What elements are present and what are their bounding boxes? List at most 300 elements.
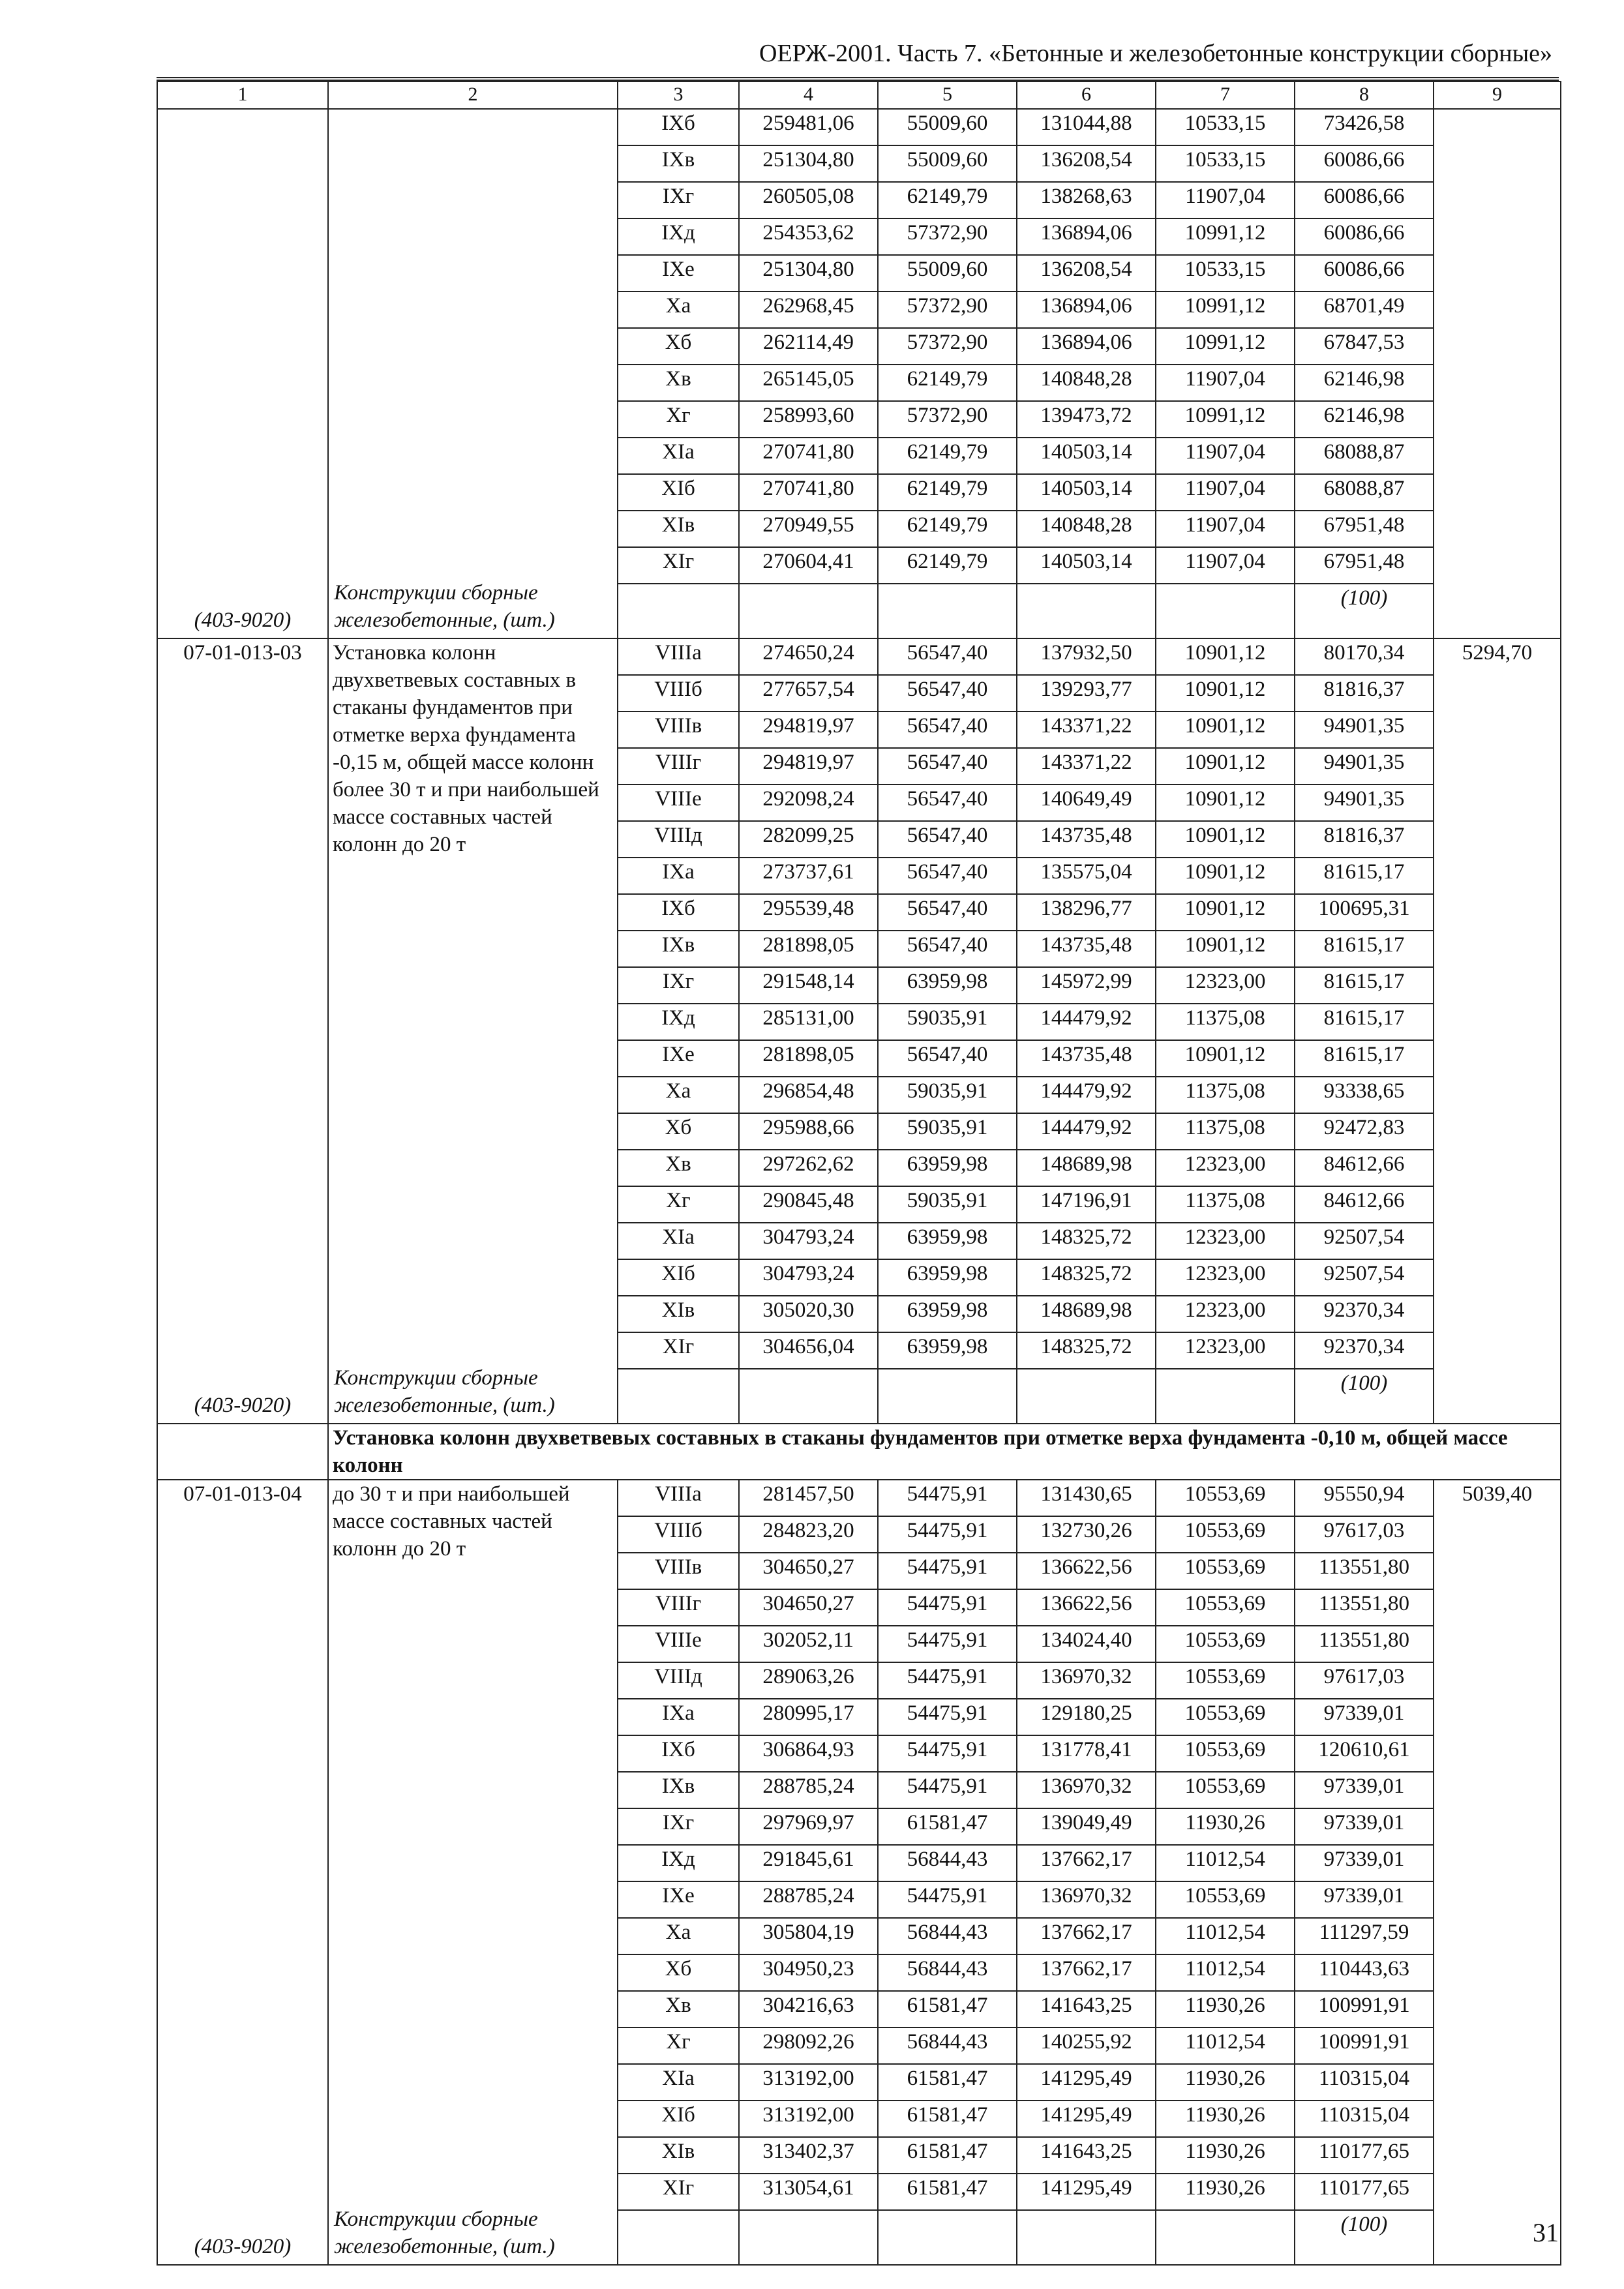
- labor-cost: 59035,91: [878, 1077, 1017, 1113]
- machine-cost: 144479,92: [1017, 1113, 1156, 1150]
- zone-label: VIIIа: [618, 1480, 739, 1516]
- labor-cost: 56844,43: [878, 2027, 1017, 2064]
- zone-label: XIа: [618, 2064, 739, 2101]
- machine-cost: 147196,91: [1017, 1186, 1156, 1223]
- zone-label: Xв: [618, 1150, 739, 1186]
- column-number: 7: [1156, 82, 1295, 109]
- machine-cost: 141643,25: [1017, 2137, 1156, 2174]
- total-cost: 313192,00: [739, 2101, 878, 2137]
- resource-code: (403-9020): [194, 1394, 292, 1417]
- column-number: 5: [878, 82, 1017, 109]
- material-cost: 67951,48: [1295, 547, 1434, 584]
- total-cost: 288785,24: [739, 1881, 878, 1918]
- material-cost: 92472,83: [1295, 1113, 1434, 1150]
- rate-description-cell: [328, 1480, 618, 2265]
- zone-label: VIIIе: [618, 1626, 739, 1662]
- machinist-labor-cost: 12323,00: [1156, 1332, 1295, 1369]
- total-cost: 251304,80: [739, 255, 878, 292]
- machine-cost: 144479,92: [1017, 1004, 1156, 1040]
- labor-cost: 54475,91: [878, 1881, 1017, 1918]
- total-cost: 295539,48: [739, 894, 878, 931]
- total-cost: 284823,20: [739, 1516, 878, 1553]
- machinist-labor-cost: 10553,69: [1156, 1626, 1295, 1662]
- machine-cost: 136622,56: [1017, 1553, 1156, 1589]
- labor-cost: 57372,90: [878, 401, 1017, 438]
- material-cost: 94901,35: [1295, 748, 1434, 785]
- zone-label: VIIIа: [618, 638, 739, 675]
- column-number: 8: [1295, 82, 1434, 109]
- total-cost: 277657,54: [739, 675, 878, 711]
- zone-label: VIIIв: [618, 1553, 739, 1589]
- machinist-labor-cost: 12323,00: [1156, 967, 1295, 1004]
- labor-cost: 59035,91: [878, 1186, 1017, 1223]
- material-cost: 94901,35: [1295, 711, 1434, 748]
- material-cost: 81816,37: [1295, 821, 1434, 858]
- total-cost: 297969,97: [739, 1808, 878, 1845]
- material-cost: 120610,61: [1295, 1735, 1434, 1772]
- total-cost: 292098,24: [739, 785, 878, 821]
- material-cost: 81615,17: [1295, 1004, 1434, 1040]
- machine-cost: 140503,14: [1017, 438, 1156, 474]
- machine-cost: 143371,22: [1017, 748, 1156, 785]
- machinist-labor-cost: 10533,15: [1156, 145, 1295, 182]
- machinist-labor-cost: 10991,12: [1156, 292, 1295, 328]
- total-cost: 258993,60: [739, 401, 878, 438]
- zone-label: Xв: [618, 365, 739, 401]
- total-cost: 313402,37: [739, 2137, 878, 2174]
- machinist-labor-cost: 11907,04: [1156, 474, 1295, 511]
- zone-label: IXв: [618, 1772, 739, 1808]
- machine-cost: 135575,04: [1017, 858, 1156, 894]
- machinist-labor-cost: 11907,04: [1156, 547, 1295, 584]
- machinist-labor-cost: 10553,69: [1156, 1699, 1295, 1735]
- labor-cost: 56547,40: [878, 931, 1017, 967]
- machine-cost: 137932,50: [1017, 638, 1156, 675]
- labor-cost: 62149,79: [878, 474, 1017, 511]
- total-cost: 304216,63: [739, 1991, 878, 2027]
- labor-cost: 63959,98: [878, 1223, 1017, 1259]
- labor-cost: 63959,98: [878, 1259, 1017, 1296]
- rate-code-cell: [157, 1480, 328, 2265]
- machinist-labor-cost: 11012,54: [1156, 1954, 1295, 1991]
- zone-label: IXа: [618, 858, 739, 894]
- zone-label: XIг: [618, 547, 739, 584]
- empty-cell: [1017, 2210, 1156, 2265]
- empty-cell: [618, 1369, 739, 1424]
- labor-cost: 56547,40: [878, 1040, 1017, 1077]
- machine-cost: 140649,49: [1017, 785, 1156, 821]
- zone-label: VIIIе: [618, 785, 739, 821]
- material-cost: 97339,01: [1295, 1808, 1434, 1845]
- zone-label: Xв: [618, 1991, 739, 2027]
- page-header: [157, 38, 1559, 81]
- zone-label: Xг: [618, 2027, 739, 2064]
- material-cost: 92507,54: [1295, 1223, 1434, 1259]
- resource-code: (403-9020): [194, 2235, 292, 2258]
- material-cost: 97339,01: [1295, 1845, 1434, 1881]
- material-cost: 113551,80: [1295, 1589, 1434, 1626]
- machine-cost: 136894,06: [1017, 328, 1156, 365]
- empty-cell: [878, 2210, 1017, 2265]
- machine-cost: 143735,48: [1017, 931, 1156, 967]
- material-cost: 81615,17: [1295, 858, 1434, 894]
- machine-cost: 143735,48: [1017, 1040, 1156, 1077]
- machinist-labor-cost: 11012,54: [1156, 1845, 1295, 1881]
- zone-label: IXе: [618, 255, 739, 292]
- material-cost: 100991,91: [1295, 1991, 1434, 2027]
- machinist-labor-cost: 10533,15: [1156, 109, 1295, 145]
- zone-label: IXд: [618, 1845, 739, 1881]
- machinist-labor-cost: 11375,08: [1156, 1004, 1295, 1040]
- machine-cost: 136894,06: [1017, 218, 1156, 255]
- labor-hours-cell: 5039,40: [1434, 1480, 1561, 2265]
- machinist-labor-cost: 11375,08: [1156, 1113, 1295, 1150]
- labor-hours-cell: [1434, 109, 1561, 638]
- rate-description: до 30 т и при наибольшей массе составных частей колонн до 20 т: [333, 1482, 570, 1561]
- total-cost: 304793,24: [739, 1223, 878, 1259]
- total-cost: 270741,80: [739, 438, 878, 474]
- total-cost: 305020,30: [739, 1296, 878, 1332]
- labor-cost: 56547,40: [878, 711, 1017, 748]
- machine-cost: 139473,72: [1017, 401, 1156, 438]
- machine-cost: 143735,48: [1017, 821, 1156, 858]
- total-cost: 260505,08: [739, 182, 878, 218]
- machine-cost: 140503,14: [1017, 474, 1156, 511]
- rate-description-cell: [328, 638, 618, 1424]
- machinist-labor-cost: 10901,12: [1156, 785, 1295, 821]
- zone-label: VIIIб: [618, 675, 739, 711]
- material-cost: 110177,65: [1295, 2137, 1434, 2174]
- zone-label: IXд: [618, 218, 739, 255]
- material-cost: 97617,03: [1295, 1662, 1434, 1699]
- machinist-labor-cost: 10553,69: [1156, 1735, 1295, 1772]
- material-cost: 100695,31: [1295, 894, 1434, 931]
- zone-label: IXб: [618, 109, 739, 145]
- material-cost: 110315,04: [1295, 2064, 1434, 2101]
- machine-cost: 145972,99: [1017, 967, 1156, 1004]
- resource-description: Конструкции сборные железобетонные, (шт.): [334, 581, 555, 632]
- machinist-labor-cost: 11907,04: [1156, 365, 1295, 401]
- material-cost: 67951,48: [1295, 511, 1434, 547]
- rate-code: 07-01-013-03: [183, 641, 302, 665]
- machinist-labor-cost: 10553,69: [1156, 1516, 1295, 1553]
- column-number: 1: [157, 82, 328, 109]
- total-cost: 262114,49: [739, 328, 878, 365]
- zone-label: VIIIб: [618, 1516, 739, 1553]
- machinist-labor-cost: 11012,54: [1156, 1918, 1295, 1954]
- zone-label: Xб: [618, 1113, 739, 1150]
- machinist-labor-cost: 12323,00: [1156, 1150, 1295, 1186]
- empty-cell: [739, 2210, 878, 2265]
- zone-label: IXа: [618, 1699, 739, 1735]
- material-cost: 68088,87: [1295, 474, 1434, 511]
- total-cost: 313054,61: [739, 2174, 878, 2210]
- labor-cost: 54475,91: [878, 1589, 1017, 1626]
- resource-quantity: (100): [1295, 1369, 1434, 1424]
- material-cost: 68088,87: [1295, 438, 1434, 474]
- material-cost: 73426,58: [1295, 109, 1434, 145]
- zone-label: VIIIд: [618, 1662, 739, 1699]
- machine-cost: 136970,32: [1017, 1662, 1156, 1699]
- machine-cost: 148325,72: [1017, 1259, 1156, 1296]
- total-cost: 270741,80: [739, 474, 878, 511]
- material-cost: 94901,35: [1295, 785, 1434, 821]
- machine-cost: 138268,63: [1017, 182, 1156, 218]
- total-cost: 285131,00: [739, 1004, 878, 1040]
- machine-cost: 139293,77: [1017, 675, 1156, 711]
- machinist-labor-cost: 10901,12: [1156, 931, 1295, 967]
- empty-cell: [878, 584, 1017, 638]
- column-number: 4: [739, 82, 878, 109]
- zone-label: Xа: [618, 1918, 739, 1954]
- material-cost: 68701,49: [1295, 292, 1434, 328]
- zone-label: IXб: [618, 894, 739, 931]
- zone-label: XIг: [618, 1332, 739, 1369]
- total-cost: 270949,55: [739, 511, 878, 547]
- machinist-labor-cost: 10991,12: [1156, 328, 1295, 365]
- column-number: 3: [618, 82, 739, 109]
- machine-cost: 141295,49: [1017, 2174, 1156, 2210]
- total-cost: 294819,97: [739, 748, 878, 785]
- zone-label: IXб: [618, 1735, 739, 1772]
- machine-cost: 131778,41: [1017, 1735, 1156, 1772]
- empty-cell: [878, 1369, 1017, 1424]
- zone-label: Xб: [618, 1954, 739, 1991]
- machine-cost: 136208,54: [1017, 145, 1156, 182]
- empty-cell: [1156, 1369, 1295, 1424]
- labor-cost: 61581,47: [878, 1991, 1017, 2027]
- material-cost: 113551,80: [1295, 1553, 1434, 1589]
- zone-label: Xг: [618, 1186, 739, 1223]
- machinist-labor-cost: 10553,69: [1156, 1589, 1295, 1626]
- labor-cost: 61581,47: [878, 1808, 1017, 1845]
- machine-cost: 132730,26: [1017, 1516, 1156, 1553]
- total-cost: 290845,48: [739, 1186, 878, 1223]
- machine-cost: 148689,98: [1017, 1296, 1156, 1332]
- zone-label: XIб: [618, 2101, 739, 2137]
- machinist-labor-cost: 11907,04: [1156, 182, 1295, 218]
- zone-label: Xа: [618, 292, 739, 328]
- labor-cost: 54475,91: [878, 1699, 1017, 1735]
- machine-cost: 129180,25: [1017, 1699, 1156, 1735]
- machinist-labor-cost: 12323,00: [1156, 1223, 1295, 1259]
- empty-cell: [739, 584, 878, 638]
- machinist-labor-cost: 10901,12: [1156, 1040, 1295, 1077]
- total-cost: 273737,61: [739, 858, 878, 894]
- total-cost: 281898,05: [739, 1040, 878, 1077]
- labor-cost: 57372,90: [878, 328, 1017, 365]
- zone-label: IXд: [618, 1004, 739, 1040]
- machinist-labor-cost: 10991,12: [1156, 218, 1295, 255]
- machinist-labor-cost: 10901,12: [1156, 894, 1295, 931]
- resource-quantity: (100): [1295, 2210, 1434, 2265]
- material-cost: 110177,65: [1295, 2174, 1434, 2210]
- zone-label: Xг: [618, 401, 739, 438]
- resource-description: Конструкции сборные железобетонные, (шт.): [334, 2207, 555, 2258]
- page-number: 31: [1533, 2218, 1559, 2247]
- machinist-labor-cost: 11930,26: [1156, 2064, 1295, 2101]
- material-cost: 60086,66: [1295, 255, 1434, 292]
- total-cost: 304650,27: [739, 1553, 878, 1589]
- labor-cost: 54475,91: [878, 1480, 1017, 1516]
- material-cost: 97617,03: [1295, 1516, 1434, 1553]
- labor-cost: 56547,40: [878, 748, 1017, 785]
- price-table: [157, 81, 1561, 2266]
- resource-quantity: (100): [1295, 584, 1434, 638]
- rate-code-cell: [157, 638, 328, 1424]
- machine-cost: 131044,88: [1017, 109, 1156, 145]
- labor-cost: 56844,43: [878, 1845, 1017, 1881]
- zone-label: VIIIд: [618, 821, 739, 858]
- total-cost: 304656,04: [739, 1332, 878, 1369]
- material-cost: 80170,34: [1295, 638, 1434, 675]
- labor-cost: 62149,79: [878, 438, 1017, 474]
- material-cost: 84612,66: [1295, 1186, 1434, 1223]
- machinist-labor-cost: 10901,12: [1156, 748, 1295, 785]
- empty-cell: [1156, 2210, 1295, 2265]
- machine-cost: 139049,49: [1017, 1808, 1156, 1845]
- zone-label: XIв: [618, 511, 739, 547]
- total-cost: 294819,97: [739, 711, 878, 748]
- machinist-labor-cost: 11012,54: [1156, 2027, 1295, 2064]
- labor-cost: 61581,47: [878, 2101, 1017, 2137]
- labor-cost: 62149,79: [878, 182, 1017, 218]
- total-cost: 304793,24: [739, 1259, 878, 1296]
- total-cost: 295988,66: [739, 1113, 878, 1150]
- machine-cost: 140255,92: [1017, 2027, 1156, 2064]
- labor-cost: 56844,43: [878, 1954, 1017, 1991]
- empty-cell: [1017, 1369, 1156, 1424]
- machine-cost: 140848,28: [1017, 511, 1156, 547]
- zone-label: IXе: [618, 1881, 739, 1918]
- material-cost: 60086,66: [1295, 182, 1434, 218]
- machinist-labor-cost: 10991,12: [1156, 401, 1295, 438]
- machine-cost: 136208,54: [1017, 255, 1156, 292]
- material-cost: 60086,66: [1295, 145, 1434, 182]
- material-cost: 92370,34: [1295, 1296, 1434, 1332]
- total-cost: 288785,24: [739, 1772, 878, 1808]
- machine-cost: 136970,32: [1017, 1772, 1156, 1808]
- labor-cost: 55009,60: [878, 255, 1017, 292]
- empty-cell: [739, 1369, 878, 1424]
- machinist-labor-cost: 11375,08: [1156, 1186, 1295, 1223]
- column-number: 2: [328, 82, 618, 109]
- material-cost: 62146,98: [1295, 401, 1434, 438]
- machinist-labor-cost: 10553,69: [1156, 1662, 1295, 1699]
- material-cost: 110443,63: [1295, 1954, 1434, 1991]
- labor-cost: 56547,40: [878, 894, 1017, 931]
- empty-cell: [1156, 584, 1295, 638]
- machine-cost: 136622,56: [1017, 1589, 1156, 1626]
- material-cost: 110315,04: [1295, 2101, 1434, 2137]
- material-cost: 81615,17: [1295, 967, 1434, 1004]
- total-cost: 305804,19: [739, 1918, 878, 1954]
- material-cost: 97339,01: [1295, 1881, 1434, 1918]
- machinist-labor-cost: 10553,69: [1156, 1553, 1295, 1589]
- page-title: ОЕРЖ-2001. Часть 7. «Бетонные и железобетонные конструкции сборные»: [759, 40, 1552, 67]
- zone-label: XIб: [618, 474, 739, 511]
- total-cost: 306864,93: [739, 1735, 878, 1772]
- machine-cost: 137662,17: [1017, 1918, 1156, 1954]
- material-cost: 81615,17: [1295, 931, 1434, 967]
- table-row: [157, 1480, 1561, 1516]
- table-row: [157, 638, 1561, 675]
- labor-cost: 56547,40: [878, 785, 1017, 821]
- section-header-row: [157, 1424, 1561, 1480]
- labor-cost: 55009,60: [878, 145, 1017, 182]
- labor-cost: 55009,60: [878, 109, 1017, 145]
- labor-cost: 54475,91: [878, 1626, 1017, 1662]
- machinist-labor-cost: 12323,00: [1156, 1259, 1295, 1296]
- labor-cost: 62149,79: [878, 365, 1017, 401]
- machinist-labor-cost: 11375,08: [1156, 1077, 1295, 1113]
- total-cost: 296854,48: [739, 1077, 878, 1113]
- machinist-labor-cost: 10553,69: [1156, 1480, 1295, 1516]
- labor-cost: 59035,91: [878, 1113, 1017, 1150]
- material-cost: 81816,37: [1295, 675, 1434, 711]
- machinist-labor-cost: 10901,12: [1156, 858, 1295, 894]
- column-number: 6: [1017, 82, 1156, 109]
- labor-hours-cell: 5294,70: [1434, 638, 1561, 1424]
- labor-cost: 54475,91: [878, 1516, 1017, 1553]
- column-number-row: [157, 82, 1561, 109]
- labor-cost: 57372,90: [878, 218, 1017, 255]
- zone-label: Xб: [618, 328, 739, 365]
- machine-cost: 137662,17: [1017, 1954, 1156, 1991]
- total-cost: 265145,05: [739, 365, 878, 401]
- machine-cost: 148325,72: [1017, 1332, 1156, 1369]
- labor-cost: 61581,47: [878, 2064, 1017, 2101]
- material-cost: 97339,01: [1295, 1772, 1434, 1808]
- labor-cost: 56547,40: [878, 638, 1017, 675]
- machinist-labor-cost: 11930,26: [1156, 1808, 1295, 1845]
- total-cost: 281898,05: [739, 931, 878, 967]
- machinist-labor-cost: 11907,04: [1156, 511, 1295, 547]
- column-number: 9: [1434, 82, 1561, 109]
- labor-cost: 57372,90: [878, 292, 1017, 328]
- material-cost: 113551,80: [1295, 1626, 1434, 1662]
- total-cost: 304650,27: [739, 1589, 878, 1626]
- total-cost: 297262,62: [739, 1150, 878, 1186]
- zone-label: XIа: [618, 1223, 739, 1259]
- machine-cost: 134024,40: [1017, 1626, 1156, 1662]
- machine-cost: 137662,17: [1017, 1845, 1156, 1881]
- resource-description: Конструкции сборные железобетонные, (шт.): [334, 1366, 555, 1417]
- machinist-labor-cost: 11907,04: [1156, 438, 1295, 474]
- material-cost: 81615,17: [1295, 1040, 1434, 1077]
- machine-cost: 148689,98: [1017, 1150, 1156, 1186]
- labor-cost: 63959,98: [878, 1150, 1017, 1186]
- machine-cost: 148325,72: [1017, 1223, 1156, 1259]
- machinist-labor-cost: 10533,15: [1156, 255, 1295, 292]
- material-cost: 100991,91: [1295, 2027, 1434, 2064]
- zone-label: IXг: [618, 182, 739, 218]
- machinist-labor-cost: 10901,12: [1156, 821, 1295, 858]
- total-cost: 302052,11: [739, 1626, 878, 1662]
- empty-cell: [618, 584, 739, 638]
- machinist-labor-cost: 10901,12: [1156, 711, 1295, 748]
- machine-cost: 136894,06: [1017, 292, 1156, 328]
- labor-cost: 62149,79: [878, 547, 1017, 584]
- machinist-labor-cost: 10901,12: [1156, 638, 1295, 675]
- total-cost: 291548,14: [739, 967, 878, 1004]
- machinist-labor-cost: 10553,69: [1156, 1881, 1295, 1918]
- total-cost: 291845,61: [739, 1845, 878, 1881]
- zone-label: XIв: [618, 2137, 739, 2174]
- material-cost: 67847,53: [1295, 328, 1434, 365]
- machinist-labor-cost: 10553,69: [1156, 1772, 1295, 1808]
- rate-description-cell: [328, 109, 618, 638]
